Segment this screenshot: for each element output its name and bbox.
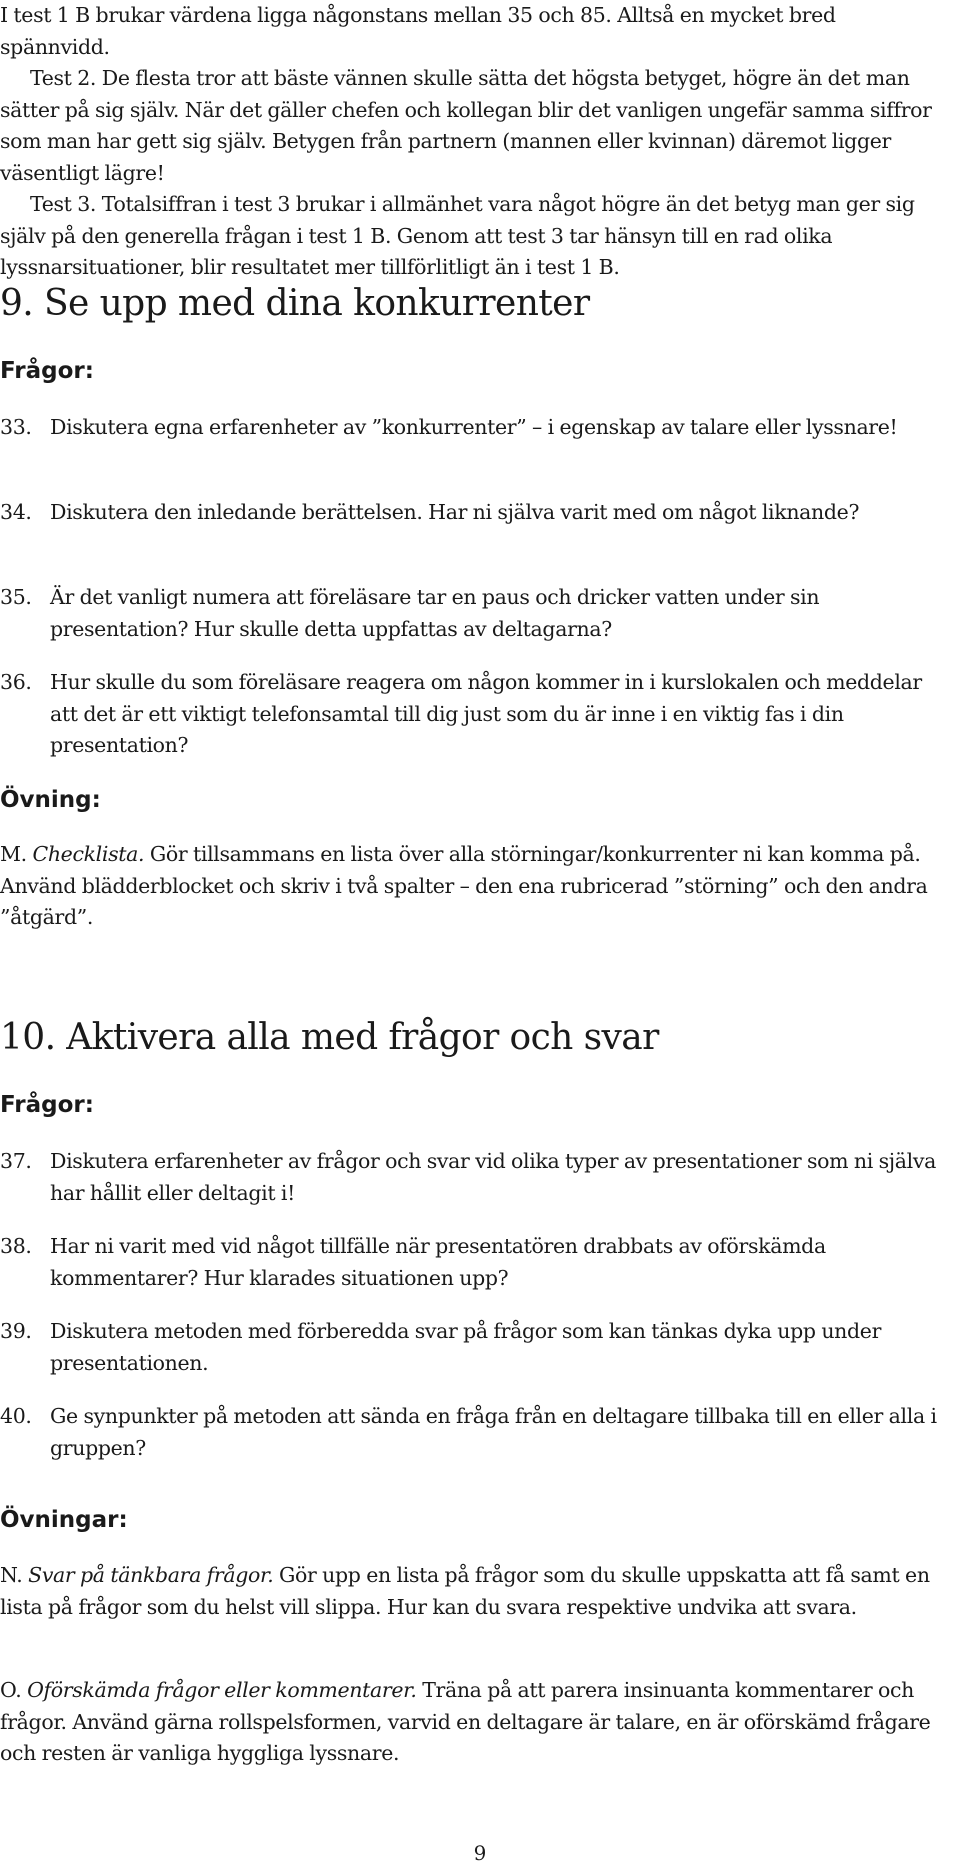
paragraph: I test 1 B brukar värdena ligga någonstans mellan 35 och 85. Alltså en mycket bred spännvidd.: [0, 3, 836, 59]
exercises-heading: Övningar:: [0, 1507, 128, 1533]
question-item: [0, 582, 940, 645]
question-number: 40.: [0, 1404, 32, 1428]
question-text: Har ni varit med vid något tillfälle när presentatören drabbats av oförskämda kommentarer? Hur klarades situationen upp?: [50, 1234, 826, 1290]
questions-heading: Frågor:: [0, 1092, 94, 1118]
question-number: 38.: [0, 1234, 32, 1258]
paragraph: Test 3. Totalsiffran i test 3 brukar i allmänhet vara något högre än det betyg man ger sig själv på den generella frågan i test 1 B. Genom att test 3 tar hänsyn till en rad olika lyssnarsituationer, blir resultatet mer tillförlitligt än i test 1 B.: [0, 192, 915, 279]
question-text: Ge synpunkter på metoden att sända en fråga från en deltagare tillbaka till en eller alla i gruppen?: [50, 1404, 937, 1460]
question-number: 37.: [0, 1149, 32, 1173]
question-text: Diskutera metoden med förberedda svar på frågor som kan tänkas dyka upp under presentationen.: [50, 1319, 882, 1375]
exercise-label: N.: [0, 1563, 23, 1587]
exercise-label: O.: [0, 1678, 22, 1702]
page-number: 9: [473, 1841, 487, 1865]
exercise-title: Checklista.: [32, 842, 145, 866]
exercise-text: Träna på att parera insinuanta kommentarer och frågor. Använd gärna rollspelsformen, varvid en deltagare är talare, en är oförskämd frågare och resten är vanliga hyggliga lyssnare.: [0, 1678, 931, 1765]
question-item: [0, 1316, 940, 1379]
exercise-title: Svar på tänkbara frågor.: [28, 1563, 274, 1587]
exercise-label: M.: [0, 842, 27, 866]
question-number: 35.: [0, 585, 32, 609]
question-text: Är det vanligt numera att föreläsare tar en paus och dricker vatten under sin presentation? Hur skulle detta uppfattas av deltagarna?: [50, 585, 820, 641]
question-item: [0, 1401, 940, 1464]
intro-text: [0, 0, 940, 284]
question-item: [0, 412, 940, 444]
section-title: 9. Se upp med dina konkurrenter: [0, 283, 590, 324]
paragraph: Test 2. De flesta tror att bäste vännen skulle sätta det högsta betyget, högre än det man sätter på sig själv. När det gäller chefen och kollegan blir det vanligen ungefär samma siffror som man har gett sig själv. Betygen från partnern (mannen eller kvinnan) däremot ligger väsentligt lägre!: [0, 66, 932, 185]
question-number: 34.: [0, 500, 32, 524]
question-number: 36.: [0, 670, 32, 694]
exercise-item: [0, 839, 940, 934]
exercise-heading: Övning:: [0, 787, 101, 813]
question-item: [0, 1231, 940, 1294]
section-title: 10. Aktivera alla med frågor och svar: [0, 1017, 659, 1058]
question-number: 39.: [0, 1319, 32, 1343]
question-item: [0, 667, 940, 762]
exercise-title: Oförskämda frågor eller kommentarer.: [27, 1678, 417, 1702]
question-number: 33.: [0, 415, 32, 439]
exercise-text: Gör tillsammans en lista över alla störningar/konkurrenter ni kan komma på. Använd blädderblocket och skriv i två spalter – den ena rubricerad ”störning” och den andra ”åtgärd”.: [0, 842, 928, 929]
question-text: Hur skulle du som föreläsare reagera om någon kommer in i kurslokalen och meddelar att det är ett viktigt telefonsamtal till dig just som du är inne i en viktig fas i din presentation?: [50, 670, 922, 757]
question-text: Diskutera egna erfarenheter av ”konkurrenter” – i egenskap av talare eller lyssnare!: [50, 415, 898, 439]
exercise-item: [0, 1675, 940, 1770]
questions-heading: Frågor:: [0, 358, 94, 384]
exercise-text: Gör upp en lista på frågor som du skulle uppskatta att få samt en lista på frågor som du helst vill slippa. Hur kan du svara respektive undvika att svara.: [0, 1563, 930, 1619]
exercise-item: [0, 1560, 940, 1623]
question-item: [0, 1146, 940, 1209]
question-item: [0, 497, 940, 529]
question-text: Diskutera erfarenheter av frågor och svar vid olika typer av presentationer som ni själva har hållit eller deltagit i!: [50, 1149, 936, 1205]
question-text: Diskutera den inledande berättelsen. Har ni själva varit med om något liknande?: [50, 500, 860, 524]
